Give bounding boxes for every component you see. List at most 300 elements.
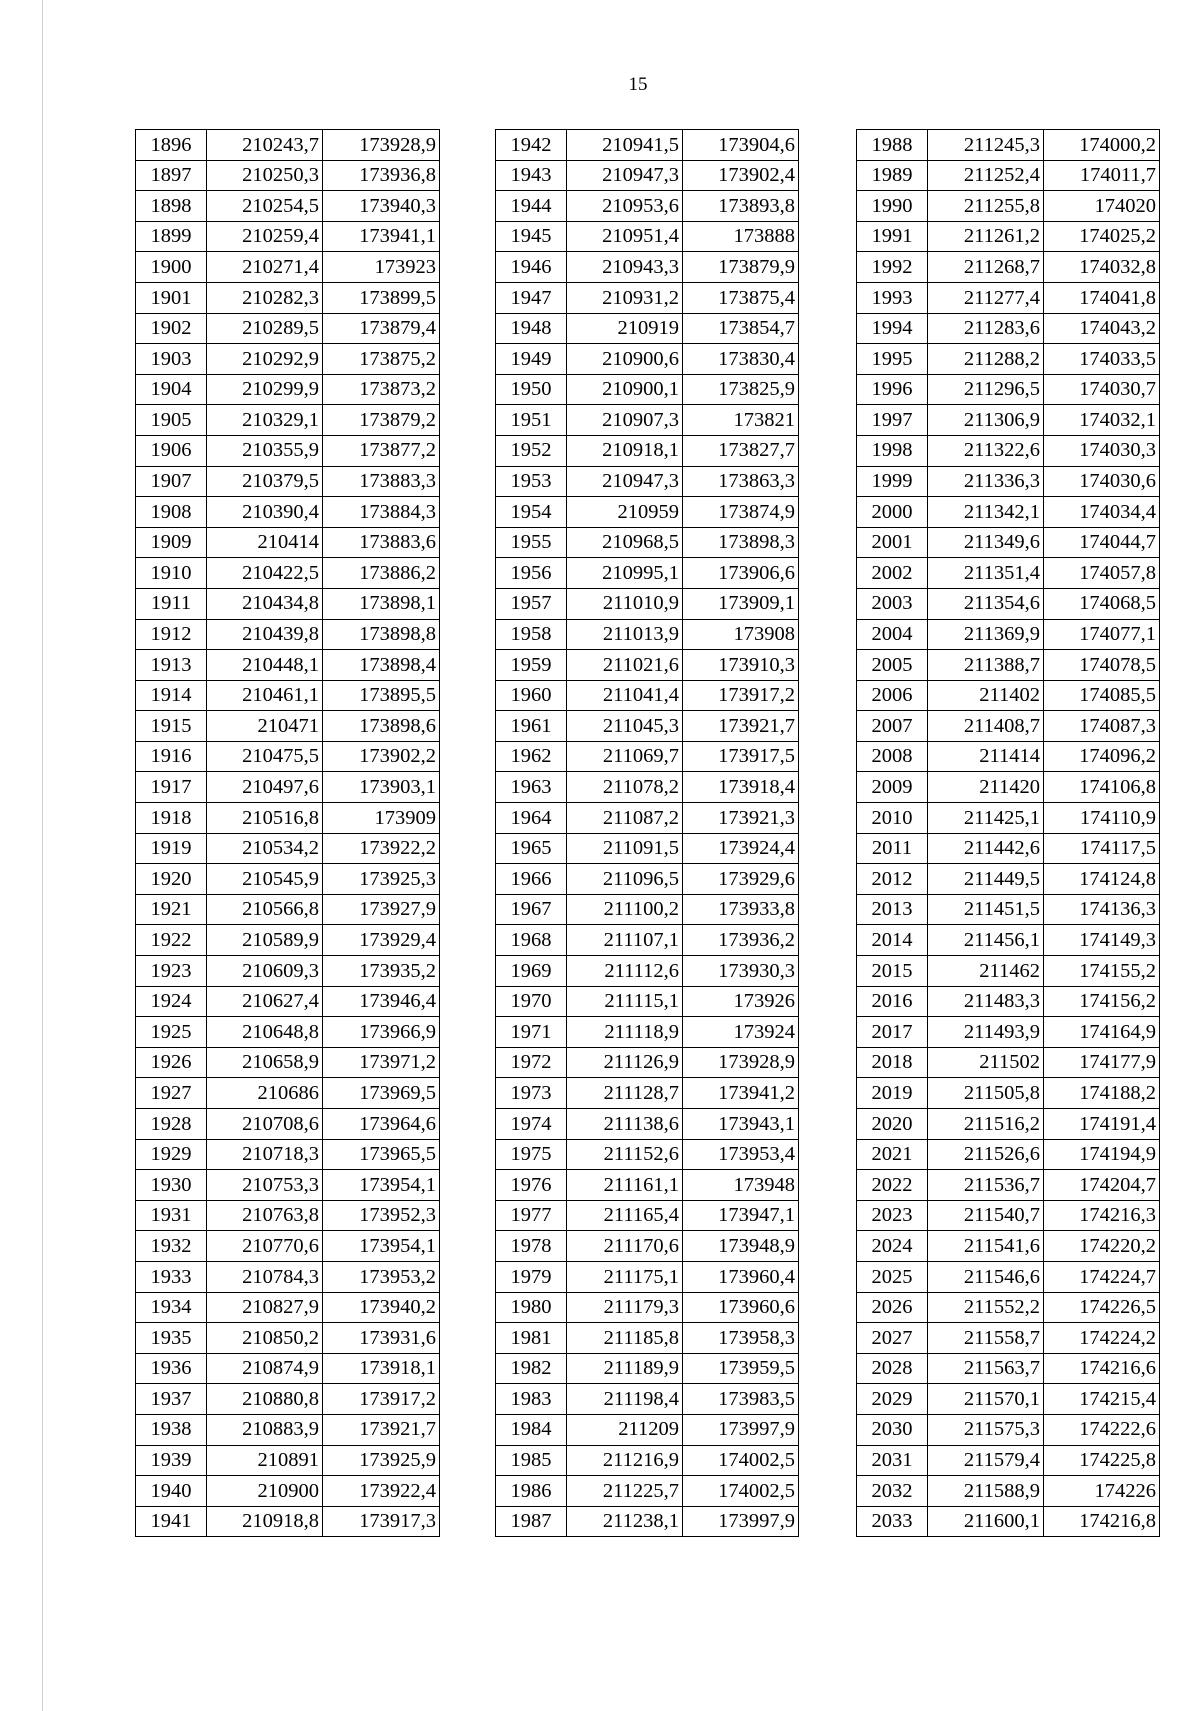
x-coordinate-cell: 211115,1 bbox=[567, 986, 683, 1017]
point-number-cell: 1915 bbox=[136, 711, 207, 742]
table-row bbox=[496, 711, 799, 742]
y-coordinate-cell: 173923 bbox=[323, 252, 440, 283]
point-number-cell: 1994 bbox=[857, 313, 928, 344]
y-coordinate-cell: 174224,2 bbox=[1044, 1323, 1160, 1354]
x-coordinate-cell: 211408,7 bbox=[928, 711, 1044, 742]
y-coordinate-cell: 173830,4 bbox=[683, 344, 799, 375]
point-number-cell: 1961 bbox=[496, 711, 567, 742]
point-number-cell: 1942 bbox=[496, 130, 567, 161]
point-number-cell: 1968 bbox=[496, 925, 567, 956]
y-coordinate-cell: 173922,4 bbox=[323, 1476, 440, 1507]
x-coordinate-cell: 211100,2 bbox=[567, 894, 683, 925]
point-number-cell: 2021 bbox=[857, 1139, 928, 1170]
table-row bbox=[136, 1200, 440, 1231]
table-row bbox=[136, 864, 440, 895]
point-number-cell: 1924 bbox=[136, 986, 207, 1017]
y-coordinate-cell: 173941,1 bbox=[323, 221, 440, 252]
point-number-cell: 1911 bbox=[136, 588, 207, 619]
x-coordinate-cell: 211209 bbox=[567, 1414, 683, 1445]
point-number-cell: 1923 bbox=[136, 956, 207, 987]
y-coordinate-cell: 173875,4 bbox=[683, 282, 799, 313]
y-coordinate-cell: 173933,8 bbox=[683, 894, 799, 925]
table-row bbox=[136, 1476, 440, 1507]
x-coordinate-cell: 211096,5 bbox=[567, 864, 683, 895]
x-coordinate-cell: 211442,6 bbox=[928, 833, 1044, 864]
point-number-cell: 1990 bbox=[857, 191, 928, 222]
table-row bbox=[136, 1231, 440, 1262]
y-coordinate-cell: 173940,2 bbox=[323, 1292, 440, 1323]
y-coordinate-cell: 173854,7 bbox=[683, 313, 799, 344]
x-coordinate-cell: 210951,4 bbox=[567, 221, 683, 252]
table-row bbox=[857, 956, 1160, 987]
x-coordinate-cell: 211420 bbox=[928, 772, 1044, 803]
table-row bbox=[136, 1170, 440, 1201]
table-row bbox=[857, 1476, 1160, 1507]
table-row bbox=[496, 313, 799, 344]
y-coordinate-cell: 173873,2 bbox=[323, 374, 440, 405]
y-coordinate-cell: 174194,9 bbox=[1044, 1139, 1160, 1170]
x-coordinate-cell: 211112,6 bbox=[567, 956, 683, 987]
table-row bbox=[857, 282, 1160, 313]
point-number-cell: 1969 bbox=[496, 956, 567, 987]
point-number-cell: 1898 bbox=[136, 191, 207, 222]
point-number-cell: 2016 bbox=[857, 986, 928, 1017]
point-number-cell: 1979 bbox=[496, 1261, 567, 1292]
y-coordinate-cell: 173958,3 bbox=[683, 1323, 799, 1354]
y-coordinate-cell: 173883,6 bbox=[323, 527, 440, 558]
y-coordinate-cell: 173927,9 bbox=[323, 894, 440, 925]
point-number-cell: 1986 bbox=[496, 1476, 567, 1507]
point-number-cell: 1977 bbox=[496, 1200, 567, 1231]
y-coordinate-cell: 174136,3 bbox=[1044, 894, 1160, 925]
table-row bbox=[496, 1109, 799, 1140]
point-number-cell: 1972 bbox=[496, 1047, 567, 1078]
y-coordinate-cell: 173917,2 bbox=[323, 1384, 440, 1415]
table-row bbox=[496, 1414, 799, 1445]
point-number-cell: 1958 bbox=[496, 619, 567, 650]
table-row bbox=[857, 741, 1160, 772]
table-row bbox=[136, 527, 440, 558]
x-coordinate-cell: 210609,3 bbox=[207, 956, 323, 987]
x-coordinate-cell: 211189,9 bbox=[567, 1353, 683, 1384]
x-coordinate-cell: 211013,9 bbox=[567, 619, 683, 650]
y-coordinate-cell: 174002,5 bbox=[683, 1476, 799, 1507]
x-coordinate-cell: 210658,9 bbox=[207, 1047, 323, 1078]
y-coordinate-cell: 173969,5 bbox=[323, 1078, 440, 1109]
table-row bbox=[496, 986, 799, 1017]
x-coordinate-cell: 210919 bbox=[567, 313, 683, 344]
point-number-cell: 1950 bbox=[496, 374, 567, 405]
table-row bbox=[857, 925, 1160, 956]
x-coordinate-cell: 210947,3 bbox=[567, 466, 683, 497]
y-coordinate-cell: 173921,7 bbox=[683, 711, 799, 742]
table-row bbox=[857, 1200, 1160, 1231]
point-number-cell: 1997 bbox=[857, 405, 928, 436]
x-coordinate-cell: 211245,3 bbox=[928, 130, 1044, 161]
x-coordinate-cell: 211502 bbox=[928, 1047, 1044, 1078]
x-coordinate-cell: 211283,6 bbox=[928, 313, 1044, 344]
table-row bbox=[857, 374, 1160, 405]
y-coordinate-cell: 174057,8 bbox=[1044, 558, 1160, 589]
point-number-cell: 2014 bbox=[857, 925, 928, 956]
y-coordinate-cell: 173909 bbox=[323, 803, 440, 834]
x-coordinate-cell: 210900,1 bbox=[567, 374, 683, 405]
point-number-cell: 2028 bbox=[857, 1353, 928, 1384]
x-coordinate-cell: 210259,4 bbox=[207, 221, 323, 252]
y-coordinate-cell: 174149,3 bbox=[1044, 925, 1160, 956]
point-number-cell: 2022 bbox=[857, 1170, 928, 1201]
x-coordinate-cell: 211185,8 bbox=[567, 1323, 683, 1354]
point-number-cell: 2017 bbox=[857, 1017, 928, 1048]
point-number-cell: 1951 bbox=[496, 405, 567, 436]
x-coordinate-cell: 211165,4 bbox=[567, 1200, 683, 1231]
y-coordinate-cell: 173906,6 bbox=[683, 558, 799, 589]
table-row bbox=[857, 1047, 1160, 1078]
x-coordinate-cell: 211268,7 bbox=[928, 252, 1044, 283]
y-coordinate-cell: 174216,8 bbox=[1044, 1506, 1160, 1537]
y-coordinate-cell: 173904,6 bbox=[683, 130, 799, 161]
table-row bbox=[496, 1139, 799, 1170]
point-number-cell: 1918 bbox=[136, 803, 207, 834]
point-number-cell: 1905 bbox=[136, 405, 207, 436]
table-row bbox=[857, 1231, 1160, 1262]
x-coordinate-cell: 210379,5 bbox=[207, 466, 323, 497]
y-coordinate-cell: 174106,8 bbox=[1044, 772, 1160, 803]
x-coordinate-cell: 211225,7 bbox=[567, 1476, 683, 1507]
point-number-cell: 1967 bbox=[496, 894, 567, 925]
y-coordinate-cell: 174215,4 bbox=[1044, 1384, 1160, 1415]
y-coordinate-cell: 174020 bbox=[1044, 191, 1160, 222]
y-coordinate-cell: 174078,5 bbox=[1044, 650, 1160, 681]
y-coordinate-cell: 173960,4 bbox=[683, 1261, 799, 1292]
y-coordinate-cell: 173918,4 bbox=[683, 772, 799, 803]
point-number-cell: 1909 bbox=[136, 527, 207, 558]
point-number-cell: 1995 bbox=[857, 344, 928, 375]
point-number-cell: 1925 bbox=[136, 1017, 207, 1048]
point-number-cell: 2020 bbox=[857, 1109, 928, 1140]
coordinates-table-2 bbox=[495, 129, 799, 1537]
table-row bbox=[496, 772, 799, 803]
y-coordinate-cell: 174156,2 bbox=[1044, 986, 1160, 1017]
point-number-cell: 1991 bbox=[857, 221, 928, 252]
table-row bbox=[496, 1200, 799, 1231]
y-coordinate-cell: 173959,5 bbox=[683, 1353, 799, 1384]
y-coordinate-cell: 173948 bbox=[683, 1170, 799, 1201]
x-coordinate-cell: 210254,5 bbox=[207, 191, 323, 222]
y-coordinate-cell: 173941,2 bbox=[683, 1078, 799, 1109]
x-coordinate-cell: 211351,4 bbox=[928, 558, 1044, 589]
x-coordinate-cell: 210907,3 bbox=[567, 405, 683, 436]
point-number-cell: 1953 bbox=[496, 466, 567, 497]
point-number-cell: 2005 bbox=[857, 650, 928, 681]
table-row bbox=[857, 1170, 1160, 1201]
x-coordinate-cell: 210516,8 bbox=[207, 803, 323, 834]
y-coordinate-cell: 173954,1 bbox=[323, 1170, 440, 1201]
point-number-cell: 1976 bbox=[496, 1170, 567, 1201]
x-coordinate-cell: 211342,1 bbox=[928, 497, 1044, 528]
table-row bbox=[496, 588, 799, 619]
point-number-cell: 1917 bbox=[136, 772, 207, 803]
point-number-cell: 1998 bbox=[857, 435, 928, 466]
point-number-cell: 1927 bbox=[136, 1078, 207, 1109]
x-coordinate-cell: 210475,5 bbox=[207, 741, 323, 772]
x-coordinate-cell: 210243,7 bbox=[207, 130, 323, 161]
y-coordinate-cell: 174077,1 bbox=[1044, 619, 1160, 650]
table-row bbox=[136, 650, 440, 681]
y-coordinate-cell: 173895,5 bbox=[323, 680, 440, 711]
y-coordinate-cell: 174044,7 bbox=[1044, 527, 1160, 558]
y-coordinate-cell: 174224,7 bbox=[1044, 1261, 1160, 1292]
y-coordinate-cell: 174216,6 bbox=[1044, 1353, 1160, 1384]
x-coordinate-cell: 211402 bbox=[928, 680, 1044, 711]
table-row bbox=[496, 221, 799, 252]
x-coordinate-cell: 211021,6 bbox=[567, 650, 683, 681]
y-coordinate-cell: 174225,8 bbox=[1044, 1445, 1160, 1476]
x-coordinate-cell: 210627,4 bbox=[207, 986, 323, 1017]
table-row bbox=[857, 711, 1160, 742]
y-coordinate-cell: 174030,3 bbox=[1044, 435, 1160, 466]
point-number-cell: 2018 bbox=[857, 1047, 928, 1078]
x-coordinate-cell: 211349,6 bbox=[928, 527, 1044, 558]
table-row bbox=[496, 344, 799, 375]
table-row bbox=[857, 160, 1160, 191]
y-coordinate-cell: 173921,7 bbox=[323, 1414, 440, 1445]
point-number-cell: 2027 bbox=[857, 1323, 928, 1354]
x-coordinate-cell: 211069,7 bbox=[567, 741, 683, 772]
table-row bbox=[136, 374, 440, 405]
point-number-cell: 2019 bbox=[857, 1078, 928, 1109]
y-coordinate-cell: 173917,3 bbox=[323, 1506, 440, 1537]
x-coordinate-cell: 211451,5 bbox=[928, 894, 1044, 925]
point-number-cell: 1903 bbox=[136, 344, 207, 375]
y-coordinate-cell: 173925,9 bbox=[323, 1445, 440, 1476]
table-row bbox=[496, 282, 799, 313]
y-coordinate-cell: 173879,9 bbox=[683, 252, 799, 283]
x-coordinate-cell: 211369,9 bbox=[928, 619, 1044, 650]
point-number-cell: 1965 bbox=[496, 833, 567, 864]
y-coordinate-cell: 174032,8 bbox=[1044, 252, 1160, 283]
x-coordinate-cell: 211483,3 bbox=[928, 986, 1044, 1017]
point-number-cell: 1973 bbox=[496, 1078, 567, 1109]
y-coordinate-cell: 173997,9 bbox=[683, 1506, 799, 1537]
point-number-cell: 1970 bbox=[496, 986, 567, 1017]
y-coordinate-cell: 174085,5 bbox=[1044, 680, 1160, 711]
x-coordinate-cell: 210271,4 bbox=[207, 252, 323, 283]
point-number-cell: 2004 bbox=[857, 619, 928, 650]
point-number-cell: 2006 bbox=[857, 680, 928, 711]
y-coordinate-cell: 173964,6 bbox=[323, 1109, 440, 1140]
table-row bbox=[496, 1445, 799, 1476]
y-coordinate-cell: 173952,3 bbox=[323, 1200, 440, 1231]
point-number-cell: 1900 bbox=[136, 252, 207, 283]
table-row bbox=[136, 619, 440, 650]
y-coordinate-cell: 173928,9 bbox=[323, 130, 440, 161]
table-row bbox=[857, 405, 1160, 436]
point-number-cell: 1907 bbox=[136, 466, 207, 497]
table-row bbox=[496, 833, 799, 864]
table-row bbox=[857, 130, 1160, 161]
point-number-cell: 1933 bbox=[136, 1261, 207, 1292]
table-row bbox=[136, 1078, 440, 1109]
point-number-cell: 1947 bbox=[496, 282, 567, 313]
table-row bbox=[496, 894, 799, 925]
table-row bbox=[857, 1445, 1160, 1476]
x-coordinate-cell: 210891 bbox=[207, 1445, 323, 1476]
x-coordinate-cell: 211252,4 bbox=[928, 160, 1044, 191]
table-row bbox=[857, 833, 1160, 864]
table-row bbox=[496, 374, 799, 405]
x-coordinate-cell: 211546,6 bbox=[928, 1261, 1044, 1292]
y-coordinate-cell: 173827,7 bbox=[683, 435, 799, 466]
x-coordinate-cell: 210718,3 bbox=[207, 1139, 323, 1170]
table-row bbox=[496, 1353, 799, 1384]
x-coordinate-cell: 211261,2 bbox=[928, 221, 1044, 252]
point-number-cell: 2000 bbox=[857, 497, 928, 528]
y-coordinate-cell: 174032,1 bbox=[1044, 405, 1160, 436]
y-coordinate-cell: 174188,2 bbox=[1044, 1078, 1160, 1109]
y-coordinate-cell: 174025,2 bbox=[1044, 221, 1160, 252]
y-coordinate-cell: 174068,5 bbox=[1044, 588, 1160, 619]
table-row bbox=[136, 558, 440, 589]
y-coordinate-cell: 174033,5 bbox=[1044, 344, 1160, 375]
table-row bbox=[136, 925, 440, 956]
x-coordinate-cell: 210390,4 bbox=[207, 497, 323, 528]
table-row bbox=[857, 558, 1160, 589]
x-coordinate-cell: 211558,7 bbox=[928, 1323, 1044, 1354]
table-row bbox=[857, 894, 1160, 925]
y-coordinate-cell: 173908 bbox=[683, 619, 799, 650]
point-number-cell: 1963 bbox=[496, 772, 567, 803]
point-number-cell: 2003 bbox=[857, 588, 928, 619]
point-number-cell: 1974 bbox=[496, 1109, 567, 1140]
y-coordinate-cell: 173929,4 bbox=[323, 925, 440, 956]
y-coordinate-cell: 173997,9 bbox=[683, 1414, 799, 1445]
x-coordinate-cell: 210947,3 bbox=[567, 160, 683, 191]
x-coordinate-cell: 210461,1 bbox=[207, 680, 323, 711]
y-coordinate-cell: 173948,9 bbox=[683, 1231, 799, 1262]
point-number-cell: 1957 bbox=[496, 588, 567, 619]
x-coordinate-cell: 211138,6 bbox=[567, 1109, 683, 1140]
table-row bbox=[496, 803, 799, 834]
table-row bbox=[857, 221, 1160, 252]
y-coordinate-cell: 174043,2 bbox=[1044, 313, 1160, 344]
table-row bbox=[496, 1231, 799, 1262]
point-number-cell: 1910 bbox=[136, 558, 207, 589]
y-coordinate-cell: 174222,6 bbox=[1044, 1414, 1160, 1445]
x-coordinate-cell: 211161,1 bbox=[567, 1170, 683, 1201]
x-coordinate-cell: 210931,2 bbox=[567, 282, 683, 313]
y-coordinate-cell: 173893,8 bbox=[683, 191, 799, 222]
y-coordinate-cell: 174030,7 bbox=[1044, 374, 1160, 405]
point-number-cell: 1916 bbox=[136, 741, 207, 772]
table-row bbox=[136, 1414, 440, 1445]
y-coordinate-cell: 173898,4 bbox=[323, 650, 440, 681]
table-row bbox=[136, 803, 440, 834]
table-row bbox=[857, 588, 1160, 619]
point-number-cell: 2015 bbox=[857, 956, 928, 987]
y-coordinate-cell: 173821 bbox=[683, 405, 799, 436]
table-row bbox=[136, 956, 440, 987]
y-coordinate-cell: 174041,8 bbox=[1044, 282, 1160, 313]
x-coordinate-cell: 211255,8 bbox=[928, 191, 1044, 222]
y-coordinate-cell: 173928,9 bbox=[683, 1047, 799, 1078]
x-coordinate-cell: 210708,6 bbox=[207, 1109, 323, 1140]
point-number-cell: 2031 bbox=[857, 1445, 928, 1476]
x-coordinate-cell: 210250,3 bbox=[207, 160, 323, 191]
table-row bbox=[136, 221, 440, 252]
point-number-cell: 1914 bbox=[136, 680, 207, 711]
x-coordinate-cell: 210953,6 bbox=[567, 191, 683, 222]
table-row bbox=[857, 1109, 1160, 1140]
point-number-cell: 1964 bbox=[496, 803, 567, 834]
x-coordinate-cell: 211493,9 bbox=[928, 1017, 1044, 1048]
point-number-cell: 1962 bbox=[496, 741, 567, 772]
point-number-cell: 1948 bbox=[496, 313, 567, 344]
table-row bbox=[136, 1353, 440, 1384]
point-number-cell: 1935 bbox=[136, 1323, 207, 1354]
point-number-cell: 1945 bbox=[496, 221, 567, 252]
y-coordinate-cell: 174110,9 bbox=[1044, 803, 1160, 834]
x-coordinate-cell: 211536,7 bbox=[928, 1170, 1044, 1201]
table-row bbox=[136, 191, 440, 222]
table-row bbox=[136, 130, 440, 161]
table-row bbox=[496, 650, 799, 681]
x-coordinate-cell: 210883,9 bbox=[207, 1414, 323, 1445]
y-coordinate-cell: 173899,5 bbox=[323, 282, 440, 313]
table-row bbox=[496, 956, 799, 987]
point-number-cell: 1944 bbox=[496, 191, 567, 222]
table-row bbox=[857, 1414, 1160, 1445]
x-coordinate-cell: 210471 bbox=[207, 711, 323, 742]
point-number-cell: 1959 bbox=[496, 650, 567, 681]
y-coordinate-cell: 174164,9 bbox=[1044, 1017, 1160, 1048]
y-coordinate-cell: 174226,5 bbox=[1044, 1292, 1160, 1323]
y-coordinate-cell: 173924,4 bbox=[683, 833, 799, 864]
point-number-cell: 1912 bbox=[136, 619, 207, 650]
x-coordinate-cell: 211526,6 bbox=[928, 1139, 1044, 1170]
x-coordinate-cell: 211600,1 bbox=[928, 1506, 1044, 1537]
point-number-cell: 2001 bbox=[857, 527, 928, 558]
y-coordinate-cell: 173921,3 bbox=[683, 803, 799, 834]
x-coordinate-cell: 210355,9 bbox=[207, 435, 323, 466]
table-row bbox=[857, 680, 1160, 711]
y-coordinate-cell: 173879,2 bbox=[323, 405, 440, 436]
y-coordinate-cell: 173917,5 bbox=[683, 741, 799, 772]
y-coordinate-cell: 173960,6 bbox=[683, 1292, 799, 1323]
point-number-cell: 1954 bbox=[496, 497, 567, 528]
table-row bbox=[136, 1139, 440, 1170]
y-coordinate-cell: 173930,3 bbox=[683, 956, 799, 987]
x-coordinate-cell: 210497,6 bbox=[207, 772, 323, 803]
x-coordinate-cell: 211010,9 bbox=[567, 588, 683, 619]
x-coordinate-cell: 211078,2 bbox=[567, 772, 683, 803]
x-coordinate-cell: 211175,1 bbox=[567, 1261, 683, 1292]
table-row bbox=[496, 1384, 799, 1415]
point-number-cell: 1901 bbox=[136, 282, 207, 313]
point-number-cell: 1928 bbox=[136, 1109, 207, 1140]
y-coordinate-cell: 173931,6 bbox=[323, 1323, 440, 1354]
x-coordinate-cell: 210995,1 bbox=[567, 558, 683, 589]
y-coordinate-cell: 173929,6 bbox=[683, 864, 799, 895]
table-row bbox=[136, 344, 440, 375]
x-coordinate-cell: 211541,6 bbox=[928, 1231, 1044, 1262]
point-number-cell: 1987 bbox=[496, 1506, 567, 1537]
x-coordinate-cell: 211238,1 bbox=[567, 1506, 683, 1537]
table-row bbox=[857, 466, 1160, 497]
y-coordinate-cell: 173877,2 bbox=[323, 435, 440, 466]
x-coordinate-cell: 210880,8 bbox=[207, 1384, 323, 1415]
y-coordinate-cell: 174030,6 bbox=[1044, 466, 1160, 497]
